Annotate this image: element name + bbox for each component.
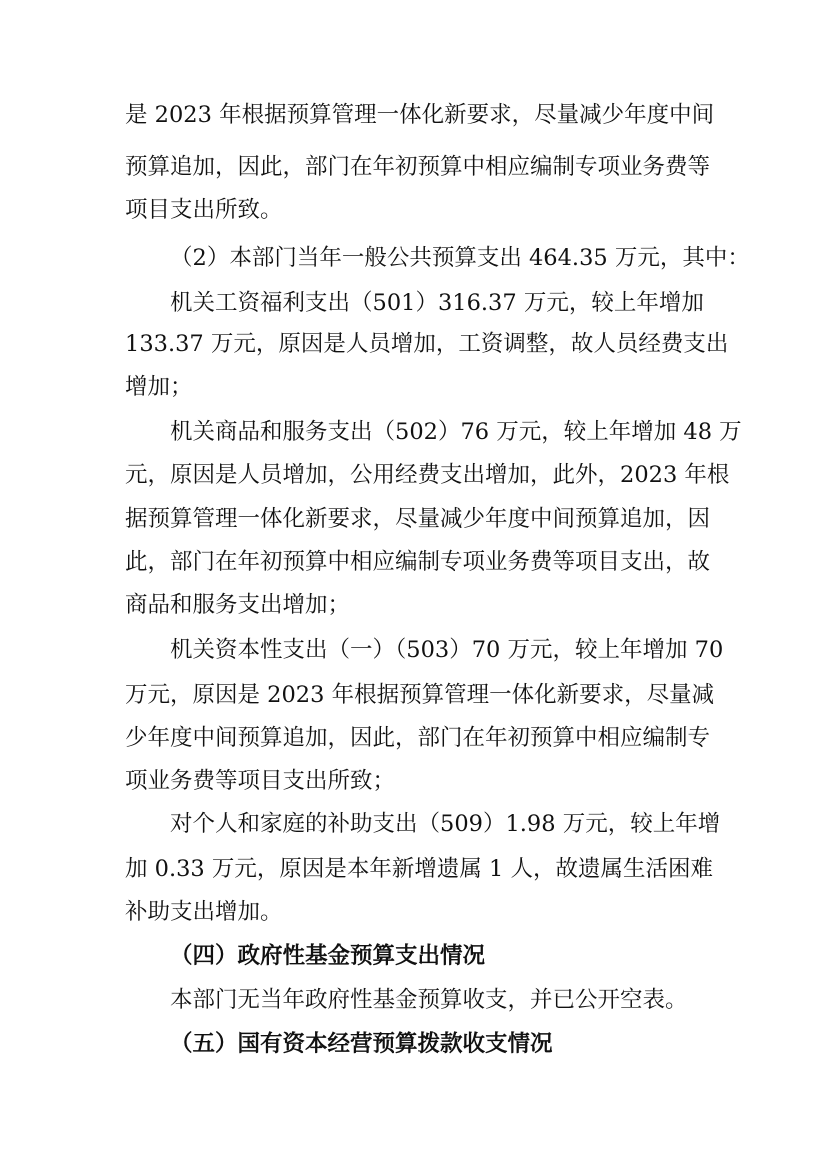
body-text-line: 机关商品和服务支出（502）76 万元，较上年增加 48 万 bbox=[170, 419, 742, 445]
body-text-line: 元，原因是人员增加，公用经费支出增加，此外，2023 年根 bbox=[125, 462, 730, 488]
body-text-line: （2）本部门当年一般公共预算支出 464.35 万元，其中： bbox=[170, 245, 750, 271]
body-text-line: 预算追加，因此，部门在年初预算中相应编制专项业务费等 bbox=[125, 154, 711, 180]
body-text-line: 补助支出增加。 bbox=[125, 899, 283, 925]
body-text-line: 项业务费等项目支出所致； bbox=[125, 768, 396, 794]
body-text-line: 133.37 万元，原因是人员增加，工资调整，故人员经费支出 bbox=[125, 331, 729, 357]
body-text-line: 机关资本性支出（一）（503）70 万元，较上年增加 70 bbox=[170, 637, 724, 663]
body-text-line: 项目支出所致。 bbox=[125, 197, 283, 223]
section-heading: （五）国有资本经营预算拨款收支情况 bbox=[170, 1031, 553, 1057]
body-text-line: 对个人和家庭的补助支出（509）1.98 万元，较上年增 bbox=[170, 811, 721, 837]
body-text-line: 万元，原因是 2023 年根据预算管理一体化新要求，尽量减 bbox=[125, 682, 715, 708]
body-text-line: 增加； bbox=[125, 374, 193, 400]
body-text-line: 本部门无当年政府性基金预算收支，并已公开空表。 bbox=[170, 987, 688, 1013]
body-text-line: 此，部门在年初预算中相应编制专项业务费等项目支出，故 bbox=[125, 549, 711, 575]
body-text-line: 商品和服务支出增加； bbox=[125, 592, 351, 618]
section-heading: （四）政府性基金预算支出情况 bbox=[170, 943, 486, 969]
body-text-line: 加 0.33 万元，原因是本年新增遗属 1 人，故遗属生活困难 bbox=[125, 856, 714, 882]
body-text-line: 机关工资福利支出（501）316.37 万元，较上年增加 bbox=[170, 290, 704, 316]
body-text-line: 是 2023 年根据预算管理一体化新要求，尽量减少年度中间 bbox=[125, 102, 715, 128]
body-text-line: 少年度中间预算追加，因此，部门在年初预算中相应编制专 bbox=[125, 725, 711, 751]
body-text-line: 据预算管理一体化新要求，尽量减少年度中间预算追加，因 bbox=[125, 506, 711, 532]
